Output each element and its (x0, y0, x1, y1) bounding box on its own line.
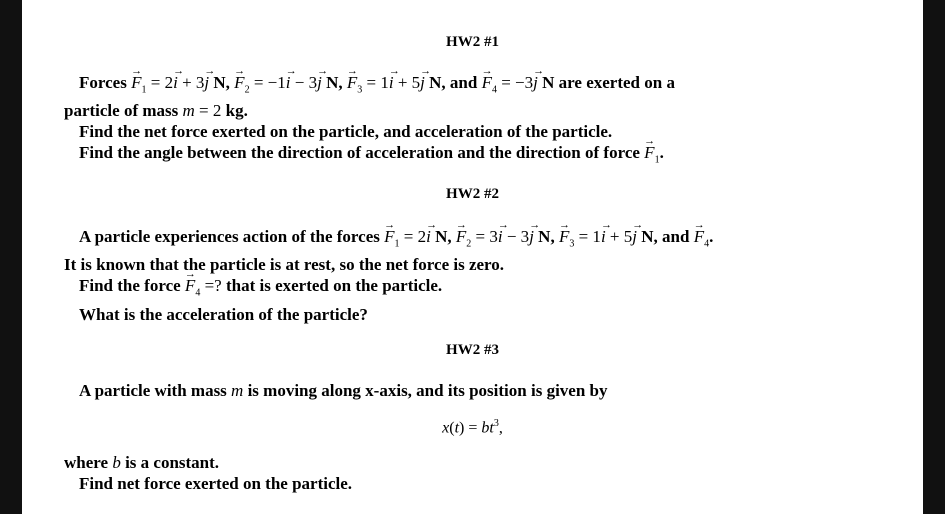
problem-1-line-2: particle of mass m = 2 kg. (64, 101, 248, 121)
problem-1-line-3: Find the net force exerted on the particle, and acceleration of the particle. (79, 122, 613, 142)
problem-2-body (64, 226, 864, 325)
problem-1-line-1: Forces → $F_1 = 2\to i + 3\to j$ N, → $F_2 = -1\to i - 3\to j$ N, → $F_3 = 1\to i + 5\to j$ N, and → $F_4 = -3\to j$ N are exerted on a (64, 72, 864, 100)
problem-2-line-2: It is known that the particle is at rest, so the net force is zero. (64, 255, 505, 275)
problem-1-title: HW2 #1 (446, 34, 499, 50)
problem-2-line-3: Find the force → $F_4$ =? that is exerted on the particle. (64, 275, 864, 303)
problem-2-title: HW2 #2 (446, 186, 499, 202)
problem-3-body-cont (64, 452, 864, 494)
homework-page (22, 0, 923, 514)
problem-3-line-3: where b is a constant. (64, 453, 220, 472)
problem-2-line-4: What is the acceleration of the particle? (79, 304, 368, 324)
problem-3-line-4: Find net force exerted on the particle. (79, 474, 353, 493)
problem-3-body (64, 380, 864, 401)
problem-3-line-1: A particle with mass m is moving along x-axis, and its position is given by (79, 381, 608, 400)
problem-1-body (64, 72, 864, 171)
position-equation: $x(t) = bt^3$, (442, 418, 503, 437)
problem-3-title: HW2 #3 (446, 342, 499, 358)
problem-1-line-4: Find the angle between the direction of acceleration and the direction of force → $F_1$. (64, 142, 864, 170)
problem-2-line-1: A particle experiences action of the forces → $F_1 = 2\to i$ N, → $F_2 = 3\to i - 3\to j$ N, → $F_3 = 1\to i + 5\to j$ N, and → $F_4$. (64, 226, 864, 254)
